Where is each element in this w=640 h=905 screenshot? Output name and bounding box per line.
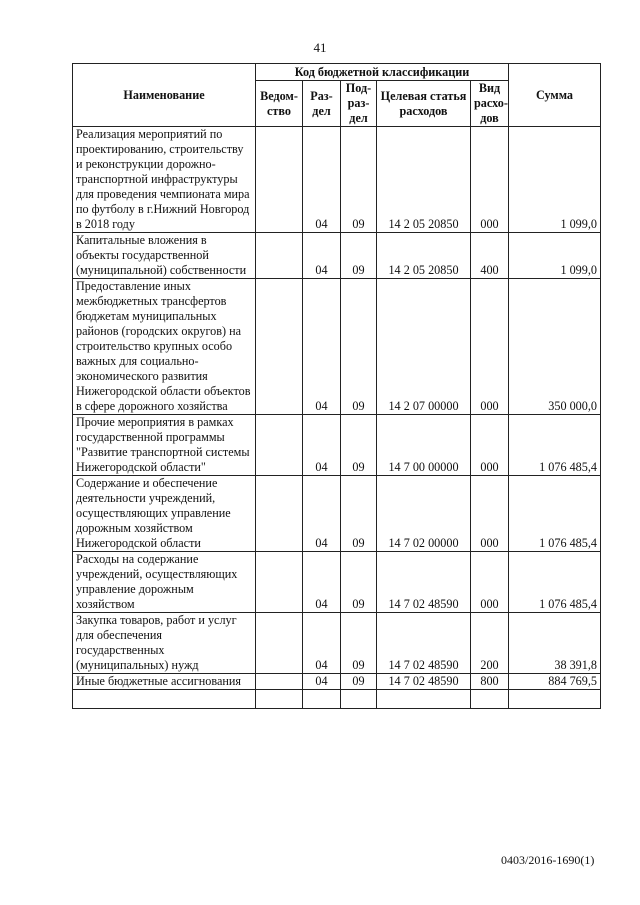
row-name: Капитальные вложения в объекты государственной (муниципальной) собственности [73,233,256,279]
table-row [73,552,601,613]
row-name: Иные бюджетные ассигнования [73,674,256,690]
row-name: Содержание и обеспечение деятельности учреждений, осуществляющих управление дорожным хозяйством Нижегородской области [73,476,256,552]
row-target: 14 7 02 48590 [377,552,471,613]
row-dept [256,415,303,476]
table-row [73,674,601,690]
header-section: Раз-дел [303,81,341,127]
row-sum: 884 769,5 [509,674,601,690]
row-section: 04 [303,415,341,476]
row-dept [256,233,303,279]
row-dept [256,552,303,613]
table-row [73,613,601,674]
row-dept [256,127,303,233]
row-type: 200 [471,613,509,674]
row-name: Прочие мероприятия в рамках государственной программы "Развитие транспортной системы Нижегородской области" [73,415,256,476]
row-section: 04 [303,552,341,613]
row-type: 000 [471,279,509,415]
row-target: 14 2 05 20850 [377,127,471,233]
row-section: 04 [303,279,341,415]
row-name: Расходы на содержание учреждений, осуществляющих управление дорожным хозяйством [73,552,256,613]
empty-cell [509,690,601,709]
header-code-group: Код бюджетной классификации [256,64,509,81]
row-section: 04 [303,233,341,279]
row-section: 04 [303,674,341,690]
row-section: 04 [303,613,341,674]
empty-cell [341,690,377,709]
empty-cell [73,690,256,709]
row-type: 000 [471,127,509,233]
row-subsection: 09 [341,127,377,233]
table-row [73,127,601,233]
row-sum: 1 099,0 [509,233,601,279]
row-subsection: 09 [341,674,377,690]
header-name: Наименование [73,64,256,127]
table-row [73,415,601,476]
budget-table [72,63,601,709]
page-number: 41 [313,40,327,55]
row-sum: 1 076 485,4 [509,552,601,613]
row-subsection: 09 [341,476,377,552]
header-sum: Сумма [509,64,601,127]
row-sum: 350 000,0 [509,279,601,415]
header-subsection: Под-раз-дел [341,81,377,127]
row-target: 14 7 02 48590 [377,613,471,674]
row-dept [256,279,303,415]
row-target: 14 7 02 00000 [377,476,471,552]
row-type: 000 [471,415,509,476]
row-name: Реализация мероприятий по проектированию, строительству и реконструкции дорожно-транспортной инфраструктуры для проведения чемпионата мира по футболу в г.Нижний Новгород в 2018 году [73,127,256,233]
document-code: 0403/2016-1690(1) [501,853,595,867]
row-subsection: 09 [341,613,377,674]
row-subsection: 09 [341,233,377,279]
row-section: 04 [303,476,341,552]
row-name: Предоставление иных межбюджетных трансфертов бюджетам муниципальных районов (городских округов) на строительство крупных особо важных для социально-экономического развития Нижегородской области объектов в сфере дорожного хозяйства [73,279,256,415]
row-dept [256,476,303,552]
row-sum: 1 076 485,4 [509,476,601,552]
row-sum: 38 391,8 [509,613,601,674]
row-target: 14 2 07 00000 [377,279,471,415]
row-subsection: 09 [341,279,377,415]
row-type: 000 [471,552,509,613]
empty-cell [303,690,341,709]
row-subsection: 09 [341,415,377,476]
empty-cell [377,690,471,709]
row-subsection: 09 [341,552,377,613]
row-sum: 1 099,0 [509,127,601,233]
empty-cell [471,690,509,709]
row-type: 400 [471,233,509,279]
empty-cell [256,690,303,709]
row-dept [256,674,303,690]
row-name: Закупка товаров, работ и услуг для обеспечения государственных (муниципальных) нужд [73,613,256,674]
row-target: 14 7 02 48590 [377,674,471,690]
row-target: 14 2 05 20850 [377,233,471,279]
table-row-empty [73,690,601,709]
header-dept: Ведом-ство [256,81,303,127]
row-section: 04 [303,127,341,233]
row-target: 14 7 00 00000 [377,415,471,476]
header-target: Целевая статья расходов [377,81,471,127]
table-row [73,279,601,415]
row-sum: 1 076 485,4 [509,415,601,476]
table-row [73,233,601,279]
table-row [73,476,601,552]
row-type: 000 [471,476,509,552]
row-type: 800 [471,674,509,690]
header-expense-type: Вид расхо-дов [471,81,509,127]
row-dept [256,613,303,674]
